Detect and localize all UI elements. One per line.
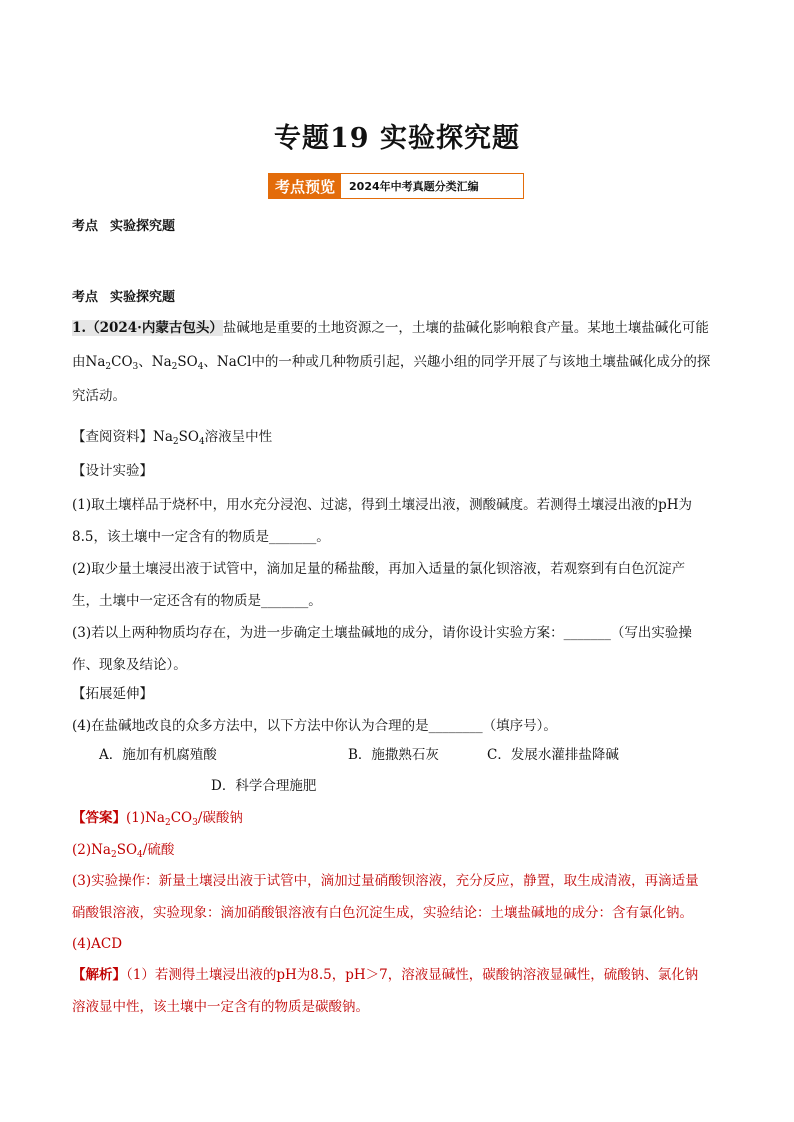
q2-line-1: (2)取少量土壤浸出液于试管中，滴加足量的稀盐酸，再加入适量的氯化钡溶液，若观察到有白色沉淀产	[72, 561, 686, 577]
analysis-line-2: 溶液显中性，该土壤中一定含有的物质是碳酸钠。	[72, 999, 369, 1015]
analysis-label: 【解析】	[72, 967, 126, 983]
question-stem-line-1	[72, 318, 709, 338]
answer-line-5: (4)ACD	[72, 936, 123, 952]
stem-text: 盐碱地是重要的土地资源之一，土壤的盐碱化影响粮食产量。某地土壤盐碱化可能	[222, 320, 709, 336]
info-line: 【查阅资料】$Na_2SO_4$溶液呈中性	[72, 429, 273, 447]
badge-subtitle: 2024年中考真题分类汇编	[349, 180, 479, 193]
question-source-tag: 1.（2024·内蒙古包头）	[72, 320, 223, 336]
q4-line: (4)在盐碱地改良的众多方法中，以下方法中你认为合理的是________（填序号）。	[72, 718, 557, 734]
toc-entry	[72, 215, 175, 234]
option-a: A．施加有机腐殖酸	[99, 747, 217, 763]
badge-tag: 考点预览	[269, 174, 341, 198]
answer-line-3: (3)实验操作：新量土壤浸出液于试管中，滴加过量硝酸钡溶液，充分反应，静置，取生成清液，再滴适量	[72, 873, 699, 889]
formula-na2co3: $Na_2CO_3$	[85, 354, 139, 372]
design-label: 【设计实验】	[72, 463, 153, 479]
q3-line-1: (3)若以上两种物质均存在，为进一步确定土壤盐碱地的成分，请你设计实验方案：_______（写出实验操	[72, 625, 692, 641]
q1-line-2: 8.5，该土壤中一定含有的物质是_______。	[72, 529, 330, 545]
answer-line-2: $(2)Na_2SO_4/$硫酸	[72, 842, 175, 860]
toc-label: 考点	[72, 219, 99, 234]
option-b: B．施撒熟石灰	[348, 747, 439, 763]
analysis-line-1: 【解析】（1）若测得土壤浸出液的pH为8.5，pH＞7，溶液显碱性，碳酸钠溶液显碱性，硫酸钠、氯化钠	[72, 967, 699, 983]
option-c: C．发展水灌排盐降碱	[487, 747, 619, 763]
section-item: 实验探究题	[110, 290, 176, 305]
section-label: 考点	[72, 290, 99, 305]
page-title: 专题19 实验探究题	[274, 123, 520, 154]
question-stem-line-3: 究活动。	[72, 388, 126, 404]
stem-text: NaCl中的一种或几种物质引起，兴趣小组的同学开展了与该地土壤盐碱化成分的探	[216, 354, 711, 370]
preview-badge	[268, 173, 524, 199]
q3-line-2: 作、现象及结论）。	[72, 657, 187, 673]
q1-line-1: (1)取土壤样品于烧杯中，用水充分浸泡、过滤，得到土壤浸出液，测酸碱度。若测得土壤浸出液的pH为	[72, 497, 693, 513]
option-d: D．科学合理施肥	[211, 778, 317, 794]
section-heading	[72, 286, 175, 305]
q2-line-2: 生，土壤中一定还含有的物质是_______。	[72, 593, 322, 609]
toc-item: 实验探究题	[110, 219, 176, 234]
answer-line-4: 硝酸银溶液，实验现象：滴加硝酸银溶液有白色沉淀生成，实验结论：土壤盐碱地的成分：含有氯化钠。	[72, 905, 693, 921]
answer-line-1: 【答案】$(1)Na_2CO_3/$碳酸钠	[72, 810, 243, 828]
question-stem-line-2: 由$Na_2CO_3$、$Na_2SO_4$、NaCl中的一种或几种物质引起，兴趣小组的同学开展了与该地土壤盐碱化成分的探	[72, 354, 711, 372]
formula-na2so4: $Na_2SO_4$	[153, 429, 205, 447]
answer-label: 【答案】	[72, 810, 126, 826]
extension-label: 【拓展延伸】	[72, 686, 153, 702]
stem-text: 由	[72, 354, 86, 370]
formula-na2so4: $Na_2SO_4$	[151, 354, 204, 372]
